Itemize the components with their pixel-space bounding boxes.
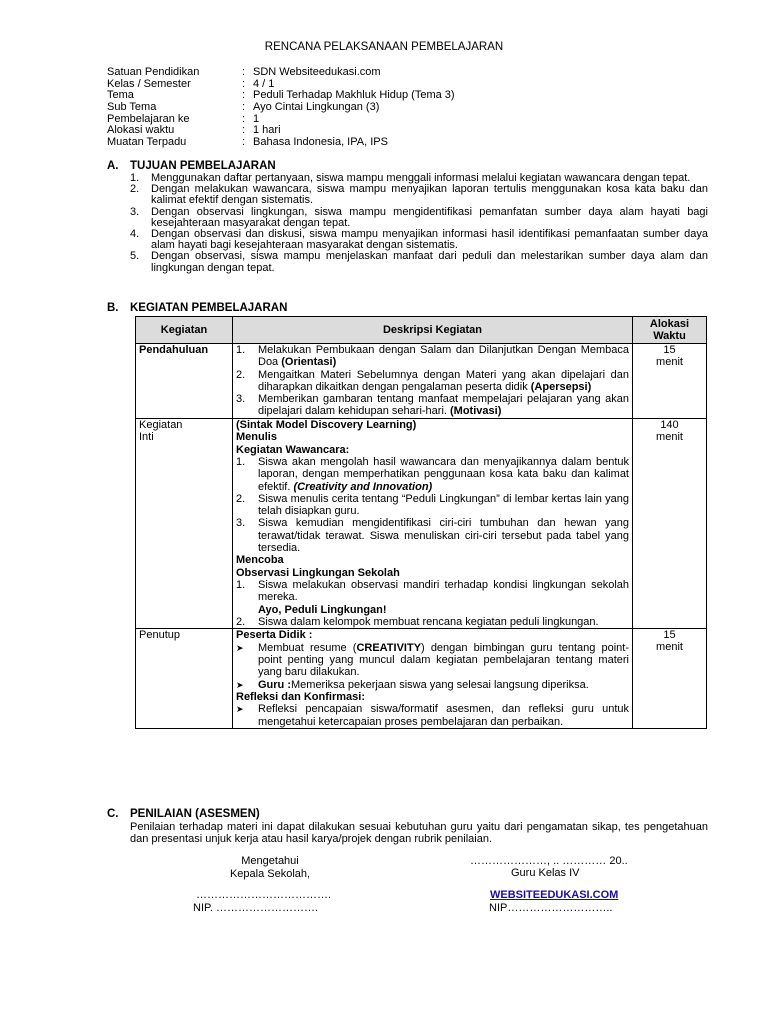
identity-row xyxy=(107,137,455,149)
section-number: A. xyxy=(107,160,119,172)
activity-description xyxy=(233,629,633,729)
identity-label: Sub Tema xyxy=(107,101,157,114)
alloc-unit: menit xyxy=(656,430,683,443)
header-deskripsi: Deskripsi Kegiatan xyxy=(233,317,633,344)
activity-step xyxy=(236,579,629,604)
subheading-refleksi: Refleksi dan Konfirmasi: xyxy=(236,691,365,704)
activity-step xyxy=(236,456,629,493)
closing-text-main: Memeriksa pekerjaan siswa yang selesai langsung diperiksa. xyxy=(291,678,589,691)
subheading-wawancara: Kegiatan Wawancara: xyxy=(236,443,350,456)
activity-name xyxy=(136,418,233,629)
item-text: Menggunakan daftar pertanyaan, siswa mampu menggali informasi melalui kegiatan wawancara dengan tepat. xyxy=(151,172,691,184)
closing-item-text xyxy=(258,642,629,679)
alloc-number: 140 xyxy=(660,418,679,431)
arrow-bullet-icon: ➤ xyxy=(236,704,244,715)
step-text-main: Siswa akan mengolah hasil wawancara dan menyajikannya dalam bentuk laporan, dengan memperhatikan penggunaan kosa kata baku dan kalimat efektif. xyxy=(258,456,629,493)
activity-allocation xyxy=(633,629,707,729)
principal-nip: NIP. ………………………. xyxy=(193,902,319,914)
closing-item xyxy=(236,703,629,728)
identity-value: SDN Websiteedukasi.com xyxy=(253,66,381,78)
principal-name-line: ………………………………. xyxy=(196,889,332,901)
activity-name: Pendahuluan xyxy=(136,344,233,419)
step-number: 1. xyxy=(236,579,246,592)
principal-role: Kepala Sekolah, xyxy=(229,867,311,880)
activities-table xyxy=(135,316,707,729)
model-label: (Sintak Model Discovery Learning) xyxy=(236,418,417,431)
objectives-list xyxy=(130,173,708,274)
item-number: 2. xyxy=(130,183,140,196)
identity-row xyxy=(107,102,455,114)
identity-value: Peduli Terhadap Makhluk Hidup (Tema 3) xyxy=(253,89,455,102)
activity-name-line2: Inti xyxy=(139,431,154,444)
subheading-observasi: Observasi Lingkungan Sekolah xyxy=(236,566,400,579)
identity-value: 1 hari xyxy=(253,124,281,137)
item-number: 5. xyxy=(130,250,140,263)
subheading-peserta: Peserta Didik : xyxy=(236,629,313,642)
step-tag: (Creativity and Innovation) xyxy=(293,480,433,493)
item-number: 4. xyxy=(130,228,140,241)
closing-text-post: ) dengan bimbingan guru tentang point-point penting yang muncul dalam kegiatan pembelajaran tentang materi yang baru dilakukan. xyxy=(258,641,630,679)
identity-value: 4 / 1 xyxy=(253,77,275,90)
identity-label: Satuan Pendidikan xyxy=(107,66,200,78)
step-text-main: Memberikan gambaran tentang manfaat mempelajari pelajaran yang akan dipelajari dalam kehidupan sehari-hari. xyxy=(258,393,629,418)
identity-label: Kelas / Semester xyxy=(107,77,191,90)
activity-name-line1: Kegiatan xyxy=(139,418,183,431)
item-text: Dengan melakukan wawancara, siswa mampu menyajikan laporan tertulis menggunakan kosa kata baku dan kalimat efektif dengan sistematis. xyxy=(151,183,708,207)
identity-colon: : xyxy=(242,112,246,125)
identity-colon: : xyxy=(242,136,246,149)
identity-value: Bahasa Indonesia, IPA, IPS xyxy=(253,136,388,149)
step-number: 3. xyxy=(236,393,246,406)
closing-item-text xyxy=(258,679,629,691)
activity-step xyxy=(236,493,629,518)
step-text: Siswa dalam kelompok membuat rencana kegiatan peduli lingkungan. xyxy=(258,616,599,629)
section-number: C. xyxy=(107,808,119,820)
table-header-row xyxy=(136,317,707,344)
date-line: …………………, .. ………… 20.. xyxy=(470,855,628,867)
item-text: Dengan observasi, siswa mampu menjelaskan manfaat dari peduli dan melestarikan sumber daya alam dan lingkungan dengan tepat. xyxy=(151,250,708,274)
step-text xyxy=(258,456,629,493)
section-a-heading xyxy=(107,160,276,172)
list-item xyxy=(130,229,708,251)
section-number: B. xyxy=(107,302,119,314)
identity-colon: : xyxy=(242,89,246,102)
arrow-bullet-icon: ➤ xyxy=(236,642,244,653)
closing-item xyxy=(236,642,629,679)
list-item xyxy=(130,184,708,206)
step-text xyxy=(258,393,629,418)
principal-signature-block xyxy=(195,855,345,880)
identity-label: Alokasi waktu xyxy=(107,124,175,137)
assessment-text: Penilaian terhadap materi ini dapat dilakukan sesuai kebutuhan guru yaitu dari pengamatan sikap, tes pengetahuan dan presentasi unjuk kerja atau hasil karya/projek dengan rubrik penilaian. xyxy=(130,821,708,845)
step-text: Siswa kemudian mengidentifikasi ciri-ciri tumbuhan dan hewan yang terawat/tidak terawat. Siswa menuliskan ciri-ciri tersebut pada tabel yang tersedia. xyxy=(258,517,629,555)
activity-allocation xyxy=(633,418,707,629)
teacher-name-link[interactable]: WEBSITEEDUKASI.COM xyxy=(490,889,619,901)
header-alokasi xyxy=(633,317,707,344)
activity-description xyxy=(233,418,633,629)
step-tag: (Orientasi) xyxy=(281,356,337,369)
list-item xyxy=(130,251,708,273)
identity-row xyxy=(107,67,455,79)
activity-name: Penutup xyxy=(136,629,233,729)
page-title: RENCANA PELAKSANAAN PEMBELAJARAN xyxy=(264,41,504,53)
alloc-number: 15 xyxy=(663,629,676,642)
step-number: 3. xyxy=(236,517,246,530)
step-tag: (Motivasi) xyxy=(450,405,502,418)
identity-colon: : xyxy=(242,77,246,90)
step-number: 1. xyxy=(236,456,246,468)
activity-allocation xyxy=(633,344,707,419)
step-text-main: Melakukan Pembukaan dengan Salam dan Dilanjutkan Dengan Membaca Doa xyxy=(258,344,629,369)
alloc-number: 15 xyxy=(663,344,676,356)
step-number: 1. xyxy=(236,344,246,356)
item-number: 3. xyxy=(130,205,140,218)
identity-label: Tema xyxy=(107,89,134,102)
step-number: 2. xyxy=(236,616,246,629)
identity-block xyxy=(107,67,455,149)
arrow-bullet-icon: ➤ xyxy=(236,679,244,690)
identity-label: Pembelajaran ke xyxy=(107,112,190,125)
closing-text-pre: Membuat resume ( xyxy=(258,641,357,654)
activity-step xyxy=(236,517,629,554)
section-title: PENILAIAN (ASESMEN) xyxy=(130,808,260,820)
identity-value: 1 xyxy=(253,112,260,125)
step-text: Siswa melakukan observasi mandiri terhadap kondisi lingkungan sekolah mereka. xyxy=(258,579,629,604)
teacher-nip: NIP……………………….. xyxy=(489,902,613,914)
known-by-label: Mengetahui xyxy=(241,855,299,867)
subheading-mencoba: Mencoba xyxy=(236,554,284,567)
header-alokasi-line1: Alokasi xyxy=(649,318,690,330)
alloc-unit: menit xyxy=(656,641,683,654)
teacher-role: Guru Kelas IV xyxy=(511,867,580,879)
header-kegiatan: Kegiatan xyxy=(136,317,233,344)
step-text-main: Mengaitkan Materi Sebelumnya dengan Materi yang akan dipelajari dan diharapkan dikaitkan dengan pengalaman peserta didik xyxy=(258,368,629,393)
table-row xyxy=(136,629,707,729)
section-c-heading xyxy=(107,808,260,820)
step-number: 2. xyxy=(236,492,246,505)
activity-step xyxy=(236,344,629,369)
list-item xyxy=(130,207,708,229)
identity-colon: : xyxy=(242,66,246,78)
activity-step xyxy=(236,616,629,628)
item-text: Dengan observasi lingkungan, siswa mampu mengidentifikasi pemanfatan sumber daya alam hayati bagi kesejahteraan masyarakat dengan tepat. xyxy=(151,205,708,229)
section-title: TUJUAN PEMBELAJARAN xyxy=(130,160,276,172)
closing-text-bold: CREATIVITY xyxy=(356,641,422,654)
activity-step xyxy=(236,393,629,418)
closing-item-text: Refleksi pencapaian siswa/formatif asesmen, dan refleksi guru untuk mengetahui ketercapaian proses pembelajaran dan perbaikan. xyxy=(258,703,629,728)
identity-label: Muatan Terpadu xyxy=(107,136,187,149)
activity-description xyxy=(233,344,633,419)
item-text: Dengan observasi dan diskusi, siswa mampu menyajikan informasi hasil identifikasi pemanfaatan sumber daya alam hayati bagi kesejahteraan masyarakat dengan sistematis. xyxy=(151,228,708,252)
section-b-heading xyxy=(107,302,287,314)
identity-colon: : xyxy=(242,124,246,137)
table-row xyxy=(136,344,707,419)
subheading-menulis: Menulis xyxy=(236,431,277,444)
activity-step xyxy=(236,369,629,394)
item-number: 1. xyxy=(130,172,140,184)
subheading-ayo: Ayo, Peduli Lingkungan! xyxy=(258,603,387,616)
step-text: Siswa menulis cerita tentang “Peduli Lingkungan” di lembar kertas lain yang telah disiapkan guru. xyxy=(258,492,629,518)
step-tag: (Apersepsi) xyxy=(530,380,592,393)
alloc-unit: menit xyxy=(656,356,683,368)
closing-text-bold: Guru : xyxy=(258,678,291,691)
step-number: 2. xyxy=(236,368,246,381)
closing-item xyxy=(236,679,629,691)
identity-value: Ayo Cintai Lingkungan (3) xyxy=(253,101,380,114)
table-row xyxy=(136,418,707,629)
header-alokasi-line2: Waktu xyxy=(653,330,686,342)
step-text xyxy=(258,344,629,369)
section-title: KEGIATAN PEMBELAJARAN xyxy=(130,302,288,314)
identity-colon: : xyxy=(242,101,246,114)
step-text xyxy=(258,369,629,394)
